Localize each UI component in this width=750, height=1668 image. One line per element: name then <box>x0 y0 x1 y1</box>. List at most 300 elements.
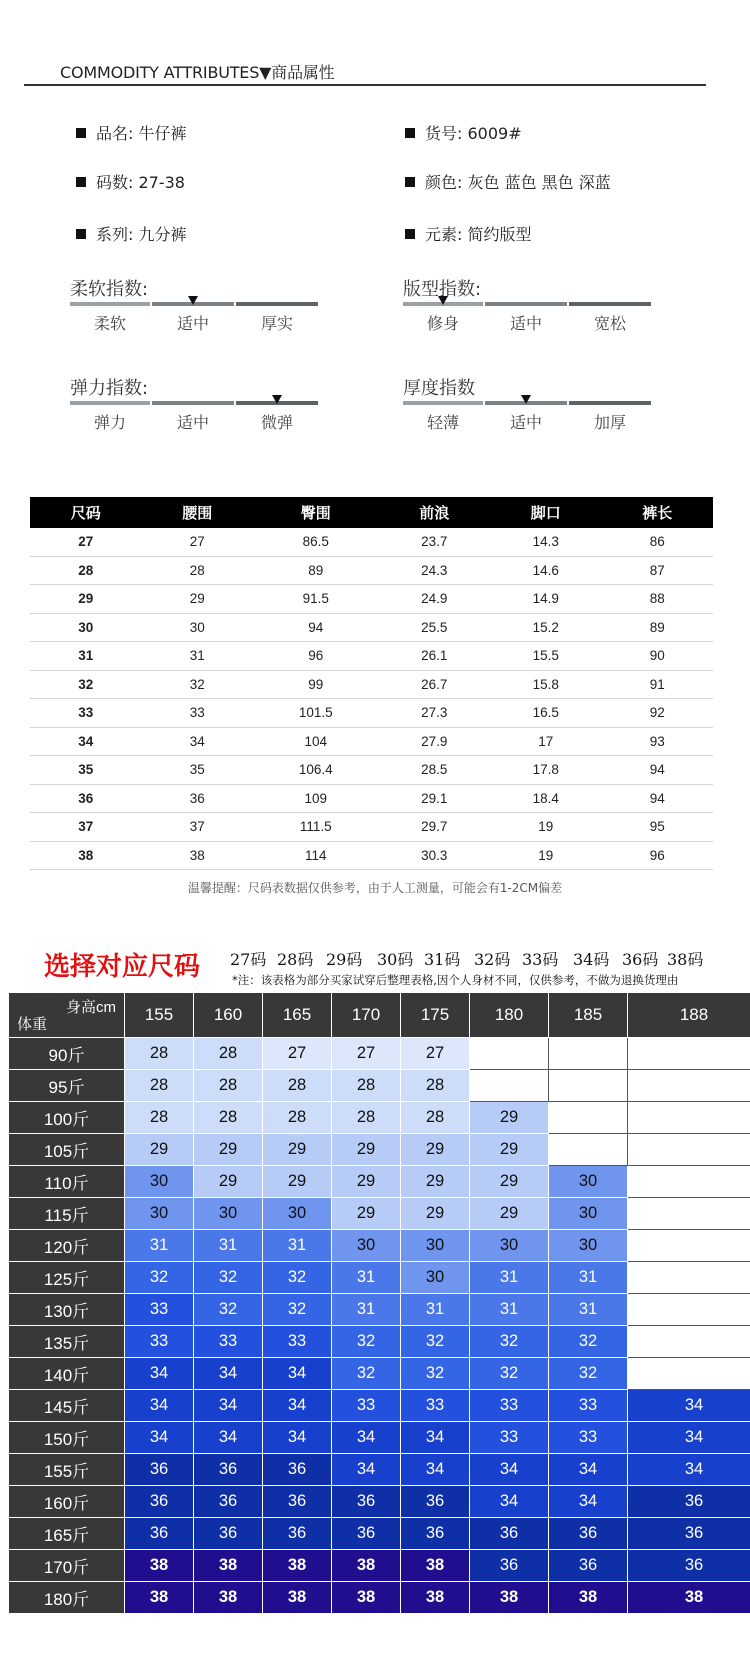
table-cell: 14.6 <box>490 556 601 585</box>
size-table-header <box>30 497 713 528</box>
grid-cell: 34 <box>263 1390 332 1422</box>
grid-cell: 30 <box>549 1230 628 1262</box>
grid-cell: 38 <box>263 1582 332 1614</box>
grid-cell: 29 <box>263 1166 332 1198</box>
index-title: 版型指数: <box>403 279 482 300</box>
grid-cell: 31 <box>263 1230 332 1262</box>
table-cell: 28.5 <box>379 756 490 785</box>
table-cell: 89 <box>253 556 379 585</box>
attr-name <box>76 121 186 144</box>
size-col-header: 裤长 <box>601 497 713 528</box>
height-header: 185 <box>549 993 628 1038</box>
table-row <box>30 642 713 671</box>
grid-cell: 29 <box>263 1134 332 1166</box>
grid-cell-empty <box>628 1134 750 1166</box>
grid-cell: 34 <box>263 1358 332 1390</box>
weight-header: 105斤 <box>9 1134 125 1166</box>
table-cell: 93 <box>601 727 713 756</box>
size-code: 32码 <box>474 950 511 969</box>
weight-header: 135斤 <box>9 1326 125 1358</box>
table-cell: 111.5 <box>253 813 379 842</box>
table-cell: 34 <box>30 727 141 756</box>
grid-row <box>9 1262 750 1294</box>
table-cell: 91 <box>601 670 713 699</box>
grid-cell: 31 <box>332 1294 401 1326</box>
table-cell: 38 <box>30 841 141 870</box>
index-level-label: 宽松 <box>593 314 626 333</box>
grid-cell: 28 <box>125 1102 194 1134</box>
table-cell: 29.1 <box>379 784 490 813</box>
grid-cell: 38 <box>401 1550 470 1582</box>
attr-name-text: 品名: 牛仔裤 <box>96 124 187 143</box>
grid-row <box>9 1134 750 1166</box>
weight-header: 150斤 <box>9 1422 125 1454</box>
table-cell: 29 <box>141 585 252 614</box>
grid-cell: 31 <box>470 1262 549 1294</box>
index-bar-segment <box>152 401 234 405</box>
choose-note: *注：该表格为部分买家试穿后整理表格,因个人身材不同，仅供参考，不做为退换货理由 <box>232 973 679 987</box>
grid-row <box>9 1454 750 1486</box>
grid-cell: 36 <box>401 1518 470 1550</box>
grid-cell: 32 <box>194 1294 263 1326</box>
grid-cell: 28 <box>401 1070 470 1102</box>
grid-cell: 28 <box>332 1070 401 1102</box>
size-code: 29码 <box>326 950 363 969</box>
grid-cell: 36 <box>628 1550 750 1582</box>
table-cell: 31 <box>141 642 252 671</box>
table-cell: 19 <box>490 841 601 870</box>
height-header: 180 <box>470 993 549 1038</box>
index-level-label: 适中 <box>509 413 542 432</box>
table-cell: 26.1 <box>379 642 490 671</box>
bullet-icon <box>76 128 86 138</box>
table-cell: 89 <box>601 613 713 642</box>
grid-cell: 38 <box>549 1582 628 1614</box>
grid-cell: 38 <box>628 1582 750 1614</box>
table-cell: 25.5 <box>379 613 490 642</box>
grid-cell: 31 <box>549 1262 628 1294</box>
grid-row <box>9 1198 750 1230</box>
table-row <box>30 670 713 699</box>
grid-cell: 31 <box>125 1230 194 1262</box>
index-level-label: 柔软 <box>93 314 126 333</box>
grid-cell-empty <box>470 1038 549 1070</box>
grid-cell: 30 <box>125 1166 194 1198</box>
grid-cell: 29 <box>332 1166 401 1198</box>
grid-cell: 34 <box>549 1486 628 1518</box>
grid-cell: 29 <box>194 1134 263 1166</box>
size-code: 38码 <box>667 950 704 969</box>
table-cell: 27 <box>141 528 252 556</box>
grid-cell: 38 <box>263 1550 332 1582</box>
grid-cell: 34 <box>628 1454 750 1486</box>
table-cell: 94 <box>601 756 713 785</box>
table-row <box>30 699 713 728</box>
grid-cell: 30 <box>401 1262 470 1294</box>
index-title: 柔软指数: <box>70 279 149 300</box>
grid-cell: 34 <box>470 1454 549 1486</box>
table-row <box>30 813 713 842</box>
grid-cell: 28 <box>194 1102 263 1134</box>
grid-cell: 34 <box>194 1358 263 1390</box>
index-level-label: 微弹 <box>260 413 293 432</box>
grid-cell-empty <box>628 1102 750 1134</box>
attr-sizes <box>76 170 185 193</box>
grid-row <box>9 1486 750 1518</box>
height-header: 170 <box>332 993 401 1038</box>
grid-cell: 28 <box>194 1038 263 1070</box>
size-code: 36码 <box>622 950 659 969</box>
grid-cell: 33 <box>125 1294 194 1326</box>
grid-cell: 33 <box>194 1326 263 1358</box>
index-level-label: 修身 <box>426 314 459 333</box>
grid-cell: 34 <box>470 1486 549 1518</box>
weight-header: 155斤 <box>9 1454 125 1486</box>
table-row <box>30 585 713 614</box>
grid-cell: 30 <box>401 1230 470 1262</box>
grid-cell: 30 <box>549 1166 628 1198</box>
table-cell: 37 <box>141 813 252 842</box>
weight-header: 95斤 <box>9 1070 125 1102</box>
weight-header: 140斤 <box>9 1358 125 1390</box>
grid-cell: 30 <box>263 1198 332 1230</box>
table-cell: 33 <box>30 699 141 728</box>
grid-cell: 34 <box>194 1390 263 1422</box>
grid-cell: 36 <box>194 1518 263 1550</box>
grid-cell: 34 <box>125 1390 194 1422</box>
table-cell: 95 <box>601 813 713 842</box>
grid-cell-empty <box>628 1294 750 1326</box>
grid-cell: 27 <box>263 1038 332 1070</box>
grid-cell-empty <box>549 1102 628 1134</box>
size-code: 34码 <box>573 950 610 969</box>
index-title: 厚度指数 <box>403 378 475 399</box>
table-row <box>30 756 713 785</box>
grid-cell: 32 <box>263 1294 332 1326</box>
table-cell: 92 <box>601 699 713 728</box>
grid-cell: 34 <box>263 1422 332 1454</box>
weight-header: 145斤 <box>9 1390 125 1422</box>
table-cell: 32 <box>30 670 141 699</box>
index-marker-icon <box>188 296 198 305</box>
grid-cell: 29 <box>401 1198 470 1230</box>
grid-cell: 36 <box>125 1454 194 1486</box>
table-cell: 27.3 <box>379 699 490 728</box>
grid-row <box>9 1038 750 1070</box>
height-header: 188 <box>628 993 750 1038</box>
size-code: 31码 <box>424 950 461 969</box>
grid-cell: 34 <box>194 1422 263 1454</box>
grid-cell: 31 <box>470 1294 549 1326</box>
bullet-icon <box>405 229 415 239</box>
grid-cell: 32 <box>332 1326 401 1358</box>
grid-row <box>9 1102 750 1134</box>
grid-cell: 38 <box>332 1582 401 1614</box>
grid-cell: 34 <box>332 1422 401 1454</box>
size-code: 30码 <box>377 950 414 969</box>
grid-row <box>9 1294 750 1326</box>
grid-row <box>9 1582 750 1614</box>
table-cell: 87 <box>601 556 713 585</box>
table-cell: 27 <box>30 528 141 556</box>
table-cell: 32 <box>141 670 252 699</box>
grid-cell: 33 <box>549 1422 628 1454</box>
grid-cell: 31 <box>332 1262 401 1294</box>
grid-cell: 33 <box>470 1422 549 1454</box>
grid-cell: 34 <box>628 1422 750 1454</box>
grid-cell: 29 <box>470 1102 549 1134</box>
weight-header: 120斤 <box>9 1230 125 1262</box>
height-header: 155 <box>125 993 194 1038</box>
grid-cell: 30 <box>332 1230 401 1262</box>
table-cell: 104 <box>253 727 379 756</box>
grid-cell: 33 <box>549 1390 628 1422</box>
index-bar-segment <box>569 401 651 405</box>
grid-cell: 27 <box>401 1038 470 1070</box>
table-cell: 16.5 <box>490 699 601 728</box>
grid-cell: 36 <box>401 1486 470 1518</box>
table-cell: 91.5 <box>253 585 379 614</box>
size-col-header: 脚口 <box>490 497 601 528</box>
table-cell: 109 <box>253 784 379 813</box>
grid-cell: 36 <box>263 1486 332 1518</box>
weight-header: 115斤 <box>9 1198 125 1230</box>
height-header: 165 <box>263 993 332 1038</box>
grid-cell-empty <box>628 1326 750 1358</box>
weight-header: 180斤 <box>9 1582 125 1614</box>
index-title: 弹力指数: <box>70 378 149 399</box>
attr-item-no-text: 货号: 6009# <box>425 124 522 143</box>
table-cell: 31 <box>30 642 141 671</box>
table-cell: 90 <box>601 642 713 671</box>
grid-cell-empty <box>470 1070 549 1102</box>
grid-cell-empty <box>628 1358 750 1390</box>
grid-cell-empty <box>628 1262 750 1294</box>
table-cell: 30 <box>30 613 141 642</box>
index-bar-segment <box>70 401 150 405</box>
grid-cell: 32 <box>263 1262 332 1294</box>
grid-cell: 28 <box>125 1038 194 1070</box>
weight-header: 130斤 <box>9 1294 125 1326</box>
table-cell: 29.7 <box>379 813 490 842</box>
weight-header: 170斤 <box>9 1550 125 1582</box>
table-cell: 27.9 <box>379 727 490 756</box>
table-cell: 15.2 <box>490 613 601 642</box>
grid-cell: 34 <box>628 1390 750 1422</box>
table-row <box>30 841 713 870</box>
table-cell: 96 <box>601 841 713 870</box>
grid-row <box>9 1166 750 1198</box>
bullet-icon <box>405 177 415 187</box>
bullet-icon <box>76 229 86 239</box>
grid-cell: 28 <box>194 1070 263 1102</box>
grid-cell: 29 <box>194 1166 263 1198</box>
grid-cell: 36 <box>194 1454 263 1486</box>
grid-cell: 34 <box>332 1454 401 1486</box>
table-cell: 94 <box>601 784 713 813</box>
index-bar-segment <box>569 302 651 306</box>
section-title: COMMODITY ATTRIBUTES▼商品属性 <box>60 63 335 82</box>
grid-cell: 29 <box>470 1134 549 1166</box>
grid-cell: 38 <box>125 1550 194 1582</box>
table-cell: 99 <box>253 670 379 699</box>
choose-size-title: 选择对应尺码 <box>44 952 201 982</box>
table-cell: 37 <box>30 813 141 842</box>
grid-cell-empty <box>628 1230 750 1262</box>
grid-cell: 32 <box>401 1326 470 1358</box>
index-level-label: 厚实 <box>260 314 293 333</box>
grid-cell-empty <box>628 1198 750 1230</box>
index-bar-segment <box>485 302 567 306</box>
grid-cell: 34 <box>549 1454 628 1486</box>
grid-cell: 29 <box>401 1134 470 1166</box>
grid-cell: 32 <box>470 1326 549 1358</box>
attr-series-text: 系列: 九分裤 <box>96 225 187 244</box>
grid-cell: 33 <box>263 1326 332 1358</box>
grid-cell: 30 <box>470 1230 549 1262</box>
index-level-label: 轻薄 <box>426 413 459 432</box>
bullet-icon <box>405 128 415 138</box>
grid-cell: 28 <box>125 1070 194 1102</box>
grid-cell: 38 <box>125 1582 194 1614</box>
table-cell: 35 <box>30 756 141 785</box>
table-cell: 36 <box>30 784 141 813</box>
table-cell: 86.5 <box>253 528 379 556</box>
grid-cell: 36 <box>263 1518 332 1550</box>
size-code: 27码 <box>230 950 267 969</box>
grid-cell: 29 <box>470 1166 549 1198</box>
grid-cell: 32 <box>470 1358 549 1390</box>
table-cell: 17.8 <box>490 756 601 785</box>
table-cell: 33 <box>141 699 252 728</box>
grid-row <box>9 1358 750 1390</box>
table-cell: 17 <box>490 727 601 756</box>
table-cell: 35 <box>141 756 252 785</box>
height-header: 160 <box>194 993 263 1038</box>
table-cell: 106.4 <box>253 756 379 785</box>
grid-cell-empty <box>549 1070 628 1102</box>
grid-cell: 36 <box>125 1486 194 1518</box>
grid-cell: 31 <box>194 1230 263 1262</box>
table-cell: 18.4 <box>490 784 601 813</box>
attr-item-no <box>405 121 522 144</box>
table-row <box>30 727 713 756</box>
grid-cell: 34 <box>125 1358 194 1390</box>
grid-cell: 38 <box>401 1582 470 1614</box>
table-cell: 19 <box>490 813 601 842</box>
table-cell: 24.3 <box>379 556 490 585</box>
index-level-label: 适中 <box>509 314 542 333</box>
grid-cell: 28 <box>401 1102 470 1134</box>
grid-cell: 34 <box>401 1422 470 1454</box>
grid-cell: 36 <box>549 1550 628 1582</box>
grid-cell-empty <box>628 1166 750 1198</box>
grid-row <box>9 1070 750 1102</box>
table-cell: 28 <box>141 556 252 585</box>
index-marker-icon <box>272 395 282 404</box>
grid-cell: 32 <box>332 1358 401 1390</box>
bullet-icon <box>76 177 86 187</box>
grid-cell: 34 <box>125 1422 194 1454</box>
table-cell: 15.5 <box>490 642 601 671</box>
grid-cell: 38 <box>332 1550 401 1582</box>
table-cell: 36 <box>141 784 252 813</box>
weight-header: 125斤 <box>9 1262 125 1294</box>
grid-row <box>9 1326 750 1358</box>
weight-header: 90斤 <box>9 1038 125 1070</box>
table-cell: 30 <box>141 613 252 642</box>
grid-cell: 30 <box>125 1198 194 1230</box>
attr-colors <box>405 170 611 193</box>
table-row <box>30 784 713 813</box>
index-bar-segment <box>236 302 318 306</box>
table-cell: 96 <box>253 642 379 671</box>
grid-cell-empty <box>549 1134 628 1166</box>
grid-cell: 36 <box>332 1486 401 1518</box>
table-cell: 24.9 <box>379 585 490 614</box>
size-code: 28码 <box>277 950 314 969</box>
grid-row <box>9 1422 750 1454</box>
grid-cell: 36 <box>628 1518 750 1550</box>
grid-cell: 36 <box>125 1518 194 1550</box>
grid-cell: 36 <box>470 1550 549 1582</box>
table-cell: 15.8 <box>490 670 601 699</box>
table-cell: 88 <box>601 585 713 614</box>
grid-cell-empty <box>628 1038 750 1070</box>
grid-cell: 34 <box>401 1454 470 1486</box>
grid-cell: 29 <box>125 1134 194 1166</box>
grid-cell: 27 <box>332 1038 401 1070</box>
table-row <box>30 613 713 642</box>
divider <box>24 84 706 86</box>
size-col-header: 尺码 <box>30 497 141 528</box>
grid-cell: 28 <box>263 1102 332 1134</box>
size-recommendation-grid <box>8 992 750 1614</box>
table-cell: 94 <box>253 613 379 642</box>
grid-cell: 33 <box>125 1326 194 1358</box>
table-cell: 29 <box>30 585 141 614</box>
index-level-label: 适中 <box>176 413 209 432</box>
grid-cell: 32 <box>125 1262 194 1294</box>
table-cell: 30.3 <box>379 841 490 870</box>
grid-cell: 36 <box>263 1454 332 1486</box>
weight-header: 165斤 <box>9 1518 125 1550</box>
size-col-header: 腰围 <box>141 497 252 528</box>
grid-cell: 30 <box>194 1198 263 1230</box>
size-tip: 温馨提醒：尺码表数据仅供参考，由于人工测量，可能会有1-2CM偏差 <box>187 881 563 895</box>
table-cell: 28 <box>30 556 141 585</box>
grid-cell: 29 <box>401 1166 470 1198</box>
table-cell: 101.5 <box>253 699 379 728</box>
table-cell: 114 <box>253 841 379 870</box>
grid-cell: 33 <box>470 1390 549 1422</box>
table-cell: 14.9 <box>490 585 601 614</box>
grid-cell: 38 <box>194 1582 263 1614</box>
grid-cell: 36 <box>332 1518 401 1550</box>
index-bar-segment <box>70 302 150 306</box>
attr-element <box>405 222 531 245</box>
grid-cell: 36 <box>194 1486 263 1518</box>
weight-header: 100斤 <box>9 1102 125 1134</box>
size-code: 33码 <box>522 950 559 969</box>
grid-cell: 30 <box>549 1198 628 1230</box>
index-bar-segment <box>403 401 483 405</box>
grid-cell: 32 <box>549 1358 628 1390</box>
weight-header: 160斤 <box>9 1486 125 1518</box>
index-marker-icon <box>521 395 531 404</box>
height-label: 身高cm <box>66 999 116 1016</box>
grid-cell-empty <box>549 1038 628 1070</box>
